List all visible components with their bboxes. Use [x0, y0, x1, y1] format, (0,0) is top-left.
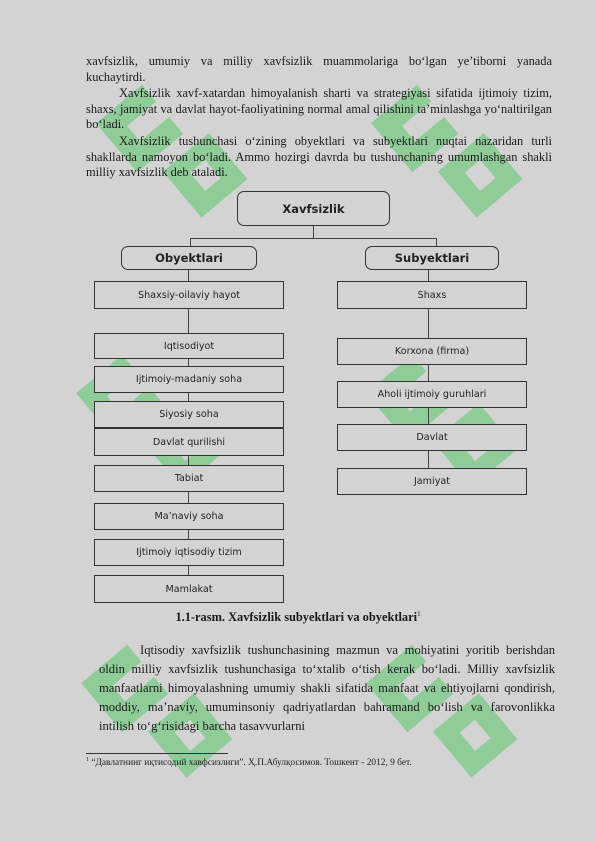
connector-line	[190, 238, 191, 246]
diagram-object-box: Tabiat	[94, 465, 284, 492]
footnote-text: “Давлатнинг иқтисодий хавфсизлиги”. Ҳ.П.Абулқосимов. Тошкент - 2012, 9 бет.	[89, 758, 412, 769]
paragraph: Xavfsizlik tushunchasi o‘zining obyektlari va subyektlari nuqtai nazaridan turli shakllarda namoyon bo‘ladi. Ammo hozirgi davrda bu tushunchaning umumlashgan shakli milliy xavfsizlik deb ataladi.	[86, 134, 552, 180]
diagram-subjects-header: Subyektlari	[365, 246, 499, 270]
connector-line	[190, 238, 437, 239]
diagram-object-box: Ijtimoiy iqtisodiy tizim	[94, 539, 284, 566]
paragraph: xavfsizlik, umumiy va milliy xavfsizlik muammolariga bo‘lgan ye’tiborni yanada kuchaytirdi.	[86, 54, 552, 84]
figure-caption-text: 1.1-rasm. Xavfsizlik subyektlari va obyektlari	[175, 610, 418, 625]
connector-line	[436, 238, 437, 246]
diagram-subject-box: Shaxs	[337, 281, 527, 309]
footnote-ref: 1	[417, 610, 421, 618]
diagram-object-box: Davlat qurilishi	[94, 428, 284, 456]
figure-caption	[0, 610, 596, 625]
paragraph: Iqtisodiy xavfsizlik tushunchasining mazmun va mohiyatini yoritib berishdan oldin milliy xavfsizlik tushunchasiga to‘xtalib o‘tish kerak bo‘ladi. Milliy xavfsizlik manfaatlarni himoyalashning umumiy shakli sifatida manfaat va ehtiyojlarni qondirish, moddiy, ma’naviy, umuminsoniy qadriyatlardan bahramand bo‘lish va farovonlikka intilish to‘g‘risidagi barcha tasavvurlarni	[99, 643, 555, 733]
paragraph: Xavfsizlik xavf-xatardan himoyalanish sharti va strategiyasi sifatida ijtimoiy tizim, shaxs, jamiyat va davlat hayot-faoliyatining normal amal qilishini ta’minlashga yo‘naltirilgan bo‘ladi.	[86, 86, 552, 132]
diagram-object-box: Iqtisodiyot	[94, 333, 284, 359]
diagram-subject-box: Korxona (firma)	[337, 338, 527, 365]
diagram-subject-box: Davlat	[337, 424, 527, 451]
footnote-divider	[86, 753, 228, 754]
diagram-object-box: Mamlakat	[94, 575, 284, 603]
diagram-object-box: Shaxsiy-oilaviy hayot	[94, 281, 284, 309]
diagram-objects-header: Obyektlari	[121, 246, 257, 270]
diagram-object-box: Ijtimoiy-madaniy soha	[94, 366, 284, 393]
diagram-object-box: Siyosiy soha	[94, 401, 284, 428]
diagram-object-box: Ma’naviy soha	[94, 503, 284, 530]
footnote-number: 1	[86, 757, 89, 763]
diagram-subject-box: Aholi ijtimoiy guruhlari	[337, 381, 527, 408]
connector-line	[313, 226, 314, 238]
diagram-subject-box: Jamiyat	[337, 468, 527, 495]
footnote	[86, 757, 412, 768]
diagram-root: Xavfsizlik	[237, 191, 390, 226]
